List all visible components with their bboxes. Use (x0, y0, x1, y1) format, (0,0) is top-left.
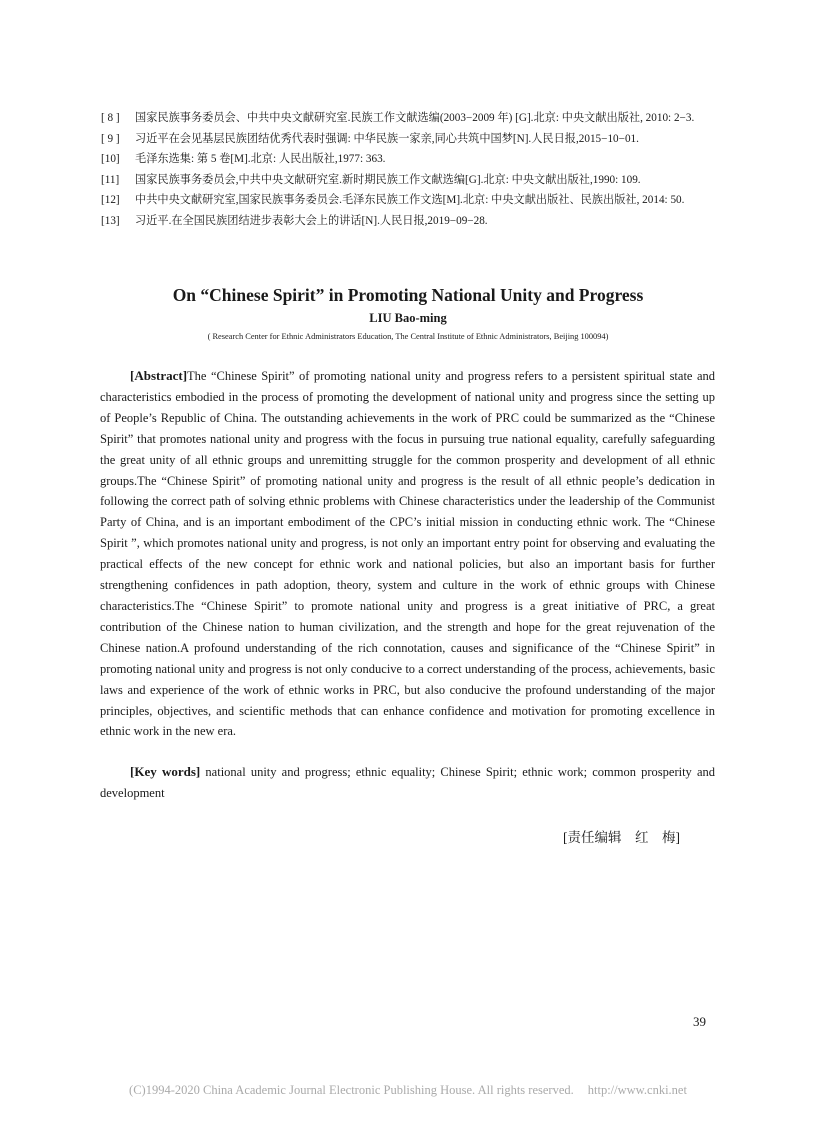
reference-item (101, 173, 717, 189)
copyright-footer (0, 1083, 816, 1098)
reference-item (101, 132, 717, 148)
keywords-paragraph (100, 762, 715, 804)
page-number: 39 (693, 1014, 706, 1029)
reference-number: [11] (101, 173, 120, 186)
editor-note: [责任编辑 红 梅] (563, 830, 680, 845)
abstract-text: The “Chinese Spirit” of promoting national unity and progress refers to a persistent spiritual state and characteristics embodied in the process of promoting the development of national unity and progress since the setting up of People’s Republic of China. The outstanding achievements in the work of PRC could be summarized as the “Chinese Spirit” that promotes national unity and progress with the focus in pursuing true national equality, carefully safeguarding the great unity of all ethnic groups and unremitting struggle for the common prosperity and development of all ethnic groups.The “Chinese Spirit” of promoting national unity and progress is the result of all ethnic people’s dedication in following the correct path of solving ethnic problems with Chinese characteristics under the leadership of the Communist Party of China, and is an important embodiment of the CPC’s initial mission in conducting ethnic work. The “Chinese Spirit ”, which promotes national unity and progress, is not only an important entry point for observing and evaluating the practical effects of the new concept for ethnic work and national policies, but also an important basis for further strengthening confidences in path adoption, theory, system and culture in the work of ethnic groups with Chinese characteristics.The “Chinese Spirit” to promote national unity and progress is a great initiative of PRC, a great contribution of the Chinese nation to human civilization, and the strength and hope for the great rejuvenation of the Chinese nation.A profound understanding of the rich connotation, causes and significance of the “Chinese Spirit” in promoting national unity and progress is not only conducive to a correct understanding of the process, achievements, basic laws and experience of the work of ethnic works in PRC, but also conducive the profound understanding of the major principles, objectives, and scientific methods that can enhance confidence and motivation for promoting excellence in ethnic work in the new era. (100, 369, 715, 739)
footer-url: http://www.cnki.net (587, 1083, 687, 1097)
reference-number: [ 8 ] (101, 112, 120, 124)
keywords-text: national unity and progress; ethnic equality; Chinese Spirit; ethnic work; common prosperity and development (100, 765, 715, 800)
article-author: LIU Bao-ming (369, 311, 447, 325)
reference-text: 国家民族事务委员会,中共中央文献研究室.新时期民族工作文献选编[G].北京: 中央文献出版社,1990: 109. (135, 173, 641, 186)
reference-text: 中共中央文献研究室,国家民族事务委员会.毛泽东民族工作文选[M].北京: 中央文献出版社、民族出版社, 2014: 50. (135, 194, 685, 206)
article-title: On “Chinese Spirit” in Promoting National Unity and Progress (172, 285, 644, 305)
reference-list (101, 111, 717, 234)
reference-text: 国家民族事务委员会、中共中央文献研究室.民族工作文献选编(2003−2009 年) [G].北京: 中央文献出版社, 2010: 2−3. (135, 112, 695, 124)
abstract-label: [Abstract] (130, 368, 188, 383)
reference-item (101, 152, 717, 168)
reference-number: [ 9 ] (101, 132, 120, 145)
copyright-text: (C)1994-2020 China Academic Journal Electronic Publishing House. All rights reserved. (129, 1083, 574, 1097)
keywords-label: [Key words] (130, 764, 201, 779)
reference-item (101, 214, 717, 230)
reference-text: 毛泽东选集: 第 5 卷[M].北京: 人民出版社,1977: 363. (135, 153, 386, 165)
reference-item (101, 111, 717, 127)
reference-text: 习近平在会见基层民族团结优秀代表时强调: 中华民族一家亲,同心共筑中国梦[N].人民日报,2015−10−01. (135, 132, 639, 145)
reference-number: [12] (101, 194, 120, 206)
reference-item (101, 193, 717, 209)
reference-text: 习近平.在全国民族团结进步表彰大会上的讲话[N].人民日报,2019−09−28. (135, 214, 488, 227)
reference-number: [13] (101, 214, 120, 227)
author-affiliation: ( Research Center for Ethnic Administrators Education, The Central Institute of Ethnic Administrators, Beijing 100094) (207, 332, 609, 341)
reference-number: [10] (101, 153, 120, 165)
abstract-paragraph (100, 366, 715, 742)
